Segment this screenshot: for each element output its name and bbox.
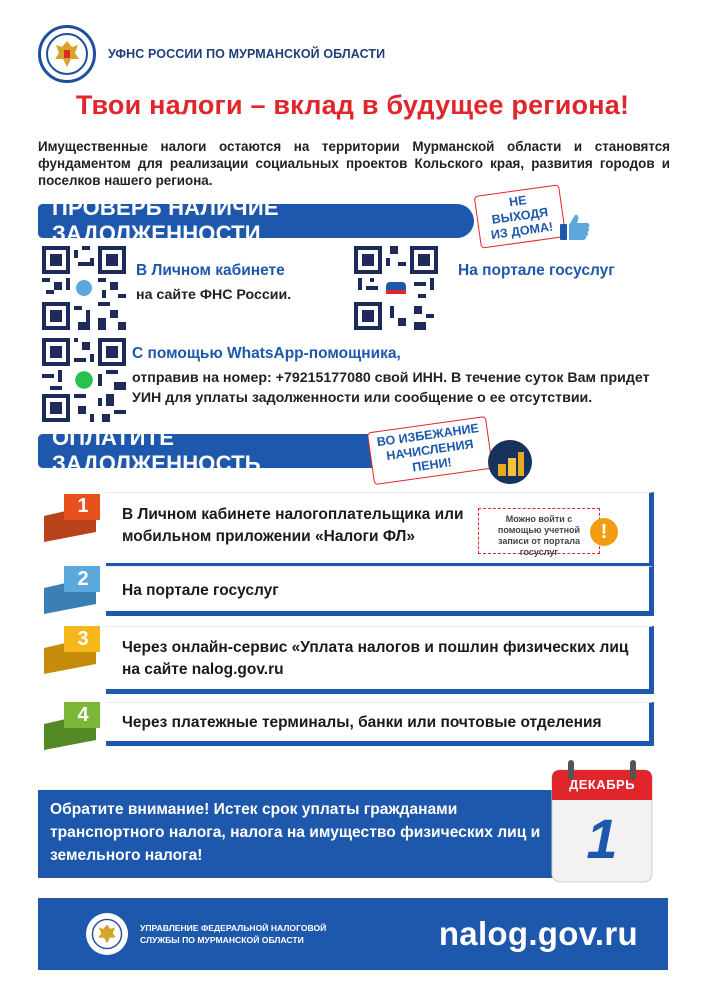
qr-code-gosuslugi[interactable] — [354, 246, 438, 330]
footer-org-name: УПРАВЛЕНИЕ ФЕДЕРАЛЬНОЙ НАЛОГОВОЙ СЛУЖБЫ ПО МУРМАНСКОЙ ОБЛАСТИ — [140, 923, 327, 945]
step-number-1: 1 — [77, 495, 89, 517]
warning-icon: ! — [590, 518, 618, 546]
fns-emblem-icon — [38, 25, 96, 83]
channel-whatsapp-title[interactable]: С помощью WhatsApp-помощника, — [132, 345, 401, 362]
pay-step-4[interactable] — [38, 702, 654, 746]
step-number-3: 3 — [77, 628, 89, 650]
qr-code-fns-cabinet[interactable] — [42, 246, 126, 330]
gosuslugi-login-note: Можно войти с помощью учетной записи от портала госуслуг — [478, 508, 600, 554]
channel-gosuslugi-title[interactable]: На портале госуслуг — [458, 262, 615, 279]
avoid-penalty-sticker: ВО ИЗБЕЖАНИЕ НАЧИСЛЕНИЯ ПЕНИ! — [367, 416, 493, 485]
pay-step-2[interactable] — [38, 566, 654, 616]
step-text-2: На портале госуслуг — [122, 582, 279, 599]
deadline-notice: Обратите внимание! Истек срок уплаты гражданами транспортного налога, налога на имущество физических лиц и земельного налога! — [38, 790, 568, 878]
footer-emblem-icon — [86, 913, 128, 955]
thumbs-up-icon — [558, 210, 592, 244]
step-number-4: 4 — [77, 704, 89, 726]
footer-site-link[interactable]: nalog.gov.ru — [438, 915, 638, 952]
qr-code-whatsapp[interactable] — [42, 338, 126, 422]
pay-step-3[interactable] — [38, 626, 654, 694]
step-number-2: 2 — [77, 568, 89, 590]
channel-whatsapp-text: отправив на номер: +79215177080 свой ИНН. В течение суток Вам придет УИН для уплаты задолженности или сообщение о ее отсутствии. — [132, 370, 650, 406]
header — [38, 28, 385, 80]
no-leave-home-sticker: НЕ ВЫХОДЯ ИЗ ДОМА! — [474, 184, 567, 248]
pay-debt-heading: ОПЛАТИТЕ ЗАДОЛЖЕННОСТЬ — [38, 434, 390, 468]
step-text-4: Через платежные терминалы, банки или почтовые отделения — [122, 714, 602, 731]
calendar-month: ДЕКАБРЬ — [568, 777, 636, 792]
step-text-1: В Личном кабинете налогоплательщика или мобильном приложении «Налоги ФЛ» — [122, 506, 464, 545]
intro-text: Имущественные налоги остаются на территории Мурманской области и становятся фундаментом для реализации социальных проектов Кольского края, развития городов и поселков нашего региона. — [38, 139, 670, 188]
footer — [38, 898, 668, 970]
calendar-day: 1 — [586, 807, 618, 870]
check-debt-heading: ПРОВЕРЬ НАЛИЧИЕ ЗАДОЛЖЕННОСТИ — [38, 204, 474, 238]
header-org-name: УФНС РОССИИ ПО МУРМАНСКОЙ ОБЛАСТИ — [108, 47, 386, 61]
channel-fns-text: на сайте ФНС России. — [136, 287, 292, 303]
channel-fns-title[interactable]: В Личном кабинете — [136, 262, 285, 279]
step-text-3: Через онлайн-сервис «Уплата налогов и пошлин физических лиц на сайте nalog.gov.ru — [122, 639, 629, 678]
coins-icon — [488, 440, 532, 484]
page-title: Твои налоги – вклад в будущее региона! — [75, 90, 630, 120]
